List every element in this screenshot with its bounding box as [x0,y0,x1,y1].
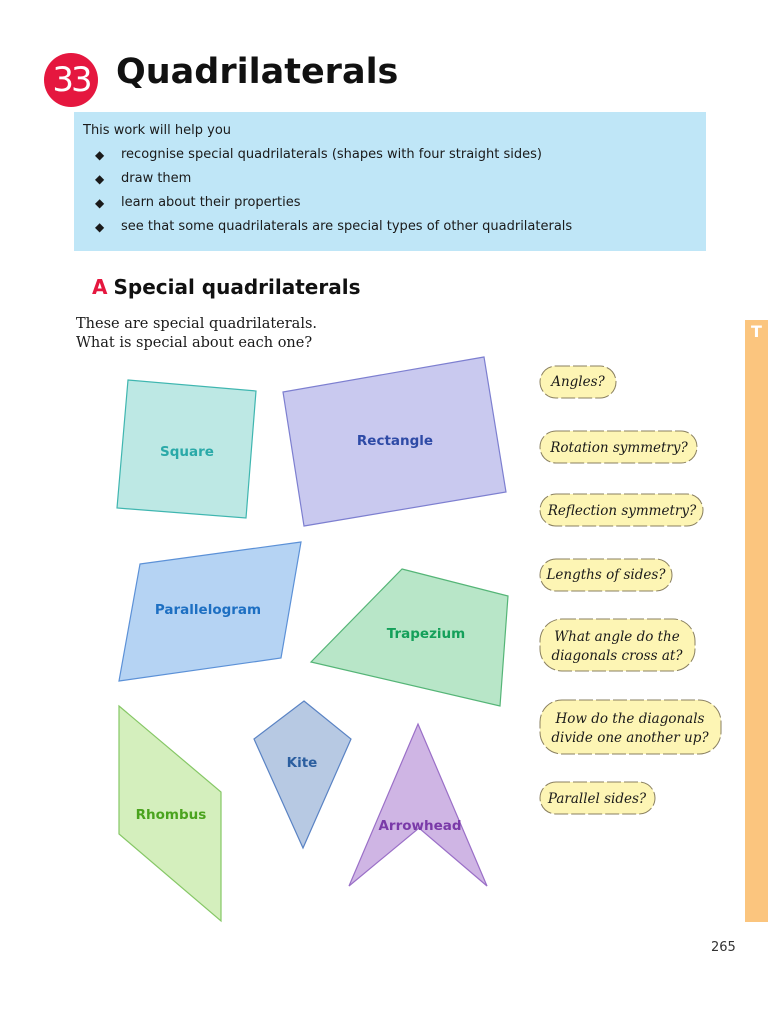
question-rotation: Rotation symmetry? [550,440,688,456]
question-cloud-angles [540,366,616,398]
square-label: Square [160,444,214,460]
question-diagonals-angle-line-1: What angle do the [554,629,680,645]
arrowhead-label: Arrowhead [378,818,462,834]
question-diagonals-divide-line-1: How do the diagonals [555,711,705,727]
kite-label: Kite [286,755,318,771]
side-tab [745,320,768,922]
diamond-bullet-icon: ◆ [95,196,105,210]
page-title: Quadrilaterals [116,52,399,92]
question-cloud-parallel [540,782,655,814]
kite-shape [254,701,351,848]
question-diagonals-divide-line-2: divide one another up? [551,730,709,746]
chapter-number-badge: 33 [44,53,98,107]
question-parallel: Parallel sides? [547,791,647,807]
question-cloud-diagonals-angle [540,619,695,671]
question-angles: Angles? [551,374,605,390]
question-cloud-rotation [540,431,697,463]
rhombus-label: Rhombus [135,807,207,823]
objective-text: recognise special quadrilaterals (shapes with four straight sides) [121,147,542,162]
diamond-bullet-icon: ◆ [95,172,105,186]
question-cloud-reflection [540,494,703,526]
page-number: 265 [711,940,736,955]
question-cloud-lengths [540,559,672,591]
diamond-bullet-icon: ◆ [95,148,105,162]
question-lengths: Lengths of sides? [546,567,666,583]
intro-line-2: What is special about each one? [76,335,313,351]
side-tab-letter: T [751,322,762,341]
trapezium-label: Trapezium [386,626,466,642]
objective-text: draw them [121,171,192,186]
objectives-intro: This work will help you [83,123,232,138]
objective-text: see that some quadrilaterals are special types of other quadrilaterals [121,219,573,234]
section-title: Special quadrilaterals [113,275,361,299]
diamond-bullet-icon: ◆ [95,220,105,234]
question-cloud-diagonals-divide [540,700,721,754]
question-diagonals-angle-line-2: diagonals cross at? [551,648,683,664]
parallelogram-label: Parallelogram [154,602,262,618]
question-reflection: Reflection symmetry? [547,503,697,519]
intro-line-1: These are special quadrilaterals. [76,316,318,332]
rectangle-label: Rectangle [356,433,434,449]
arrowhead-shape [349,724,487,886]
section-letter: A [92,275,108,299]
objective-text: learn about their properties [121,195,301,210]
